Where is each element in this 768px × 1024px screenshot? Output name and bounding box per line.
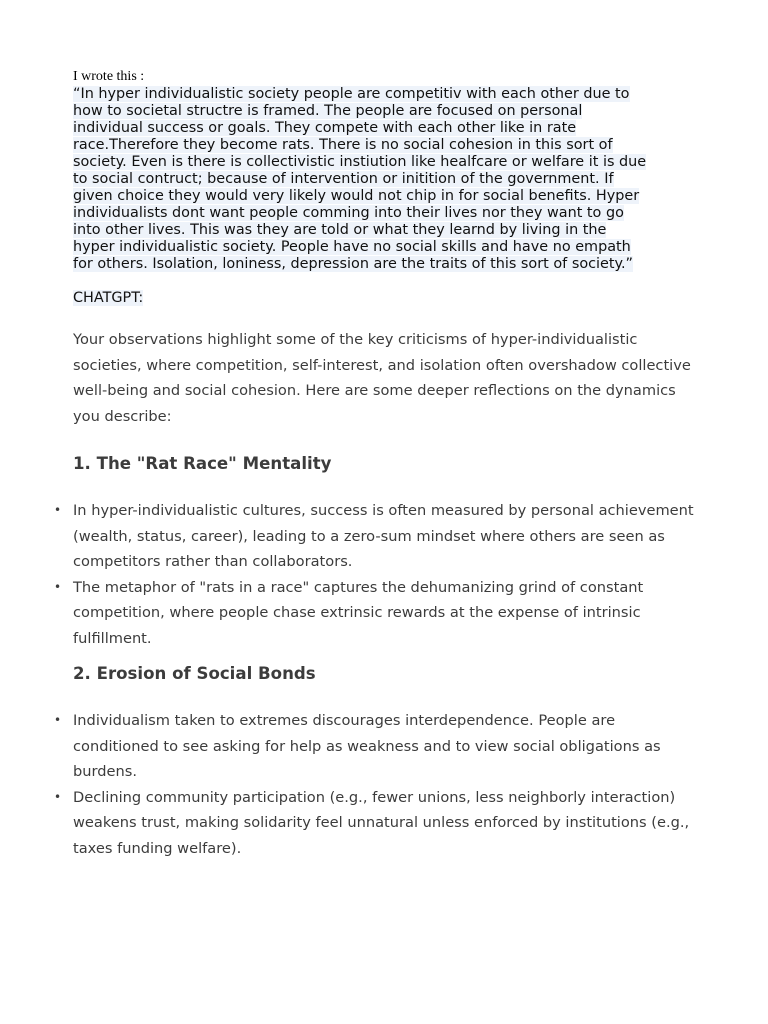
bullet-icon: •	[54, 789, 62, 804]
quote-line: society. Even is there is collectivistic instiution like healfcare or welfare it is due	[73, 154, 647, 170]
speaker-label	[73, 290, 143, 307]
user-quote	[73, 86, 699, 273]
list-item-text: In hyper-individualistic cultures, success is often measured by personal achievement (wealth, status, career), leading to a zero-sum mindset where others are seen as competitors rather than collaborators.	[73, 502, 694, 571]
response-intro-paragraph: Your observations highlight some of the key criticisms of hyper-individualistic societies, where competition, self-interest, and isolation often overshadow collective well-being and social cohesion. Here are some deeper reflections on the dynamics you describe:	[73, 331, 691, 425]
list-item	[54, 498, 699, 575]
quote-line: race.Therefore they become rats. There is no social cohesion in this sort of	[73, 137, 613, 153]
section-heading: 2. Erosion of Social Bonds	[73, 664, 316, 683]
quote-line: for others. Isolation, loniness, depression are the traits of this sort of society.”	[73, 256, 634, 272]
list-item-text: Declining community participation (e.g., fewer unions, less neighborly interaction) weakens trust, making solidarity feel unnatural unless enforced by institutions (e.g., taxes funding welfare).	[73, 788, 690, 857]
list-item	[54, 708, 699, 785]
bullet-icon: •	[54, 713, 62, 727]
quote-line: individualists dont want people comming into their lives nor they want to go	[73, 205, 624, 221]
quote-line: how to societal structre is framed. The people are focused on personal	[73, 103, 583, 119]
list-item	[54, 575, 699, 652]
quote-line: to social contruct; because of intervention or initition of the government. If	[73, 171, 614, 187]
bullet-icon: •	[54, 579, 62, 594]
quote-line: hyper individualistic society. People have no social skills and have no empath	[73, 239, 631, 255]
list-item	[54, 785, 699, 862]
bullet-list	[54, 708, 699, 862]
quote-line: into other lives. This was they are told or what they learnd by living in the	[73, 222, 607, 238]
bullet-icon: •	[54, 503, 62, 517]
quote-line: given choice they would very likely would not chip in for social benefits. Hyper	[73, 188, 640, 204]
speaker-label-text: CHATGPT:	[73, 290, 144, 306]
quote-line: individual success or goals. They compete with each other like in rate	[73, 120, 577, 136]
quote-line: “In hyper individualistic society people are competitiv with each other due to	[73, 86, 630, 102]
list-item-text: The metaphor of "rats in a race" captures the dehumanizing grind of constant competition, where people chase extrinsic rewards at the expense of intrinsic fulfillment.	[73, 578, 644, 647]
intro-line: I wrote this :	[73, 69, 145, 84]
list-item-text: Individualism taken to extremes discourages interdependence. People are conditioned to see asking for help as weakness and to view social obligations as burdens.	[73, 712, 661, 781]
section-heading: 1. The "Rat Race" Mentality	[73, 454, 332, 473]
bullet-list	[54, 498, 699, 652]
